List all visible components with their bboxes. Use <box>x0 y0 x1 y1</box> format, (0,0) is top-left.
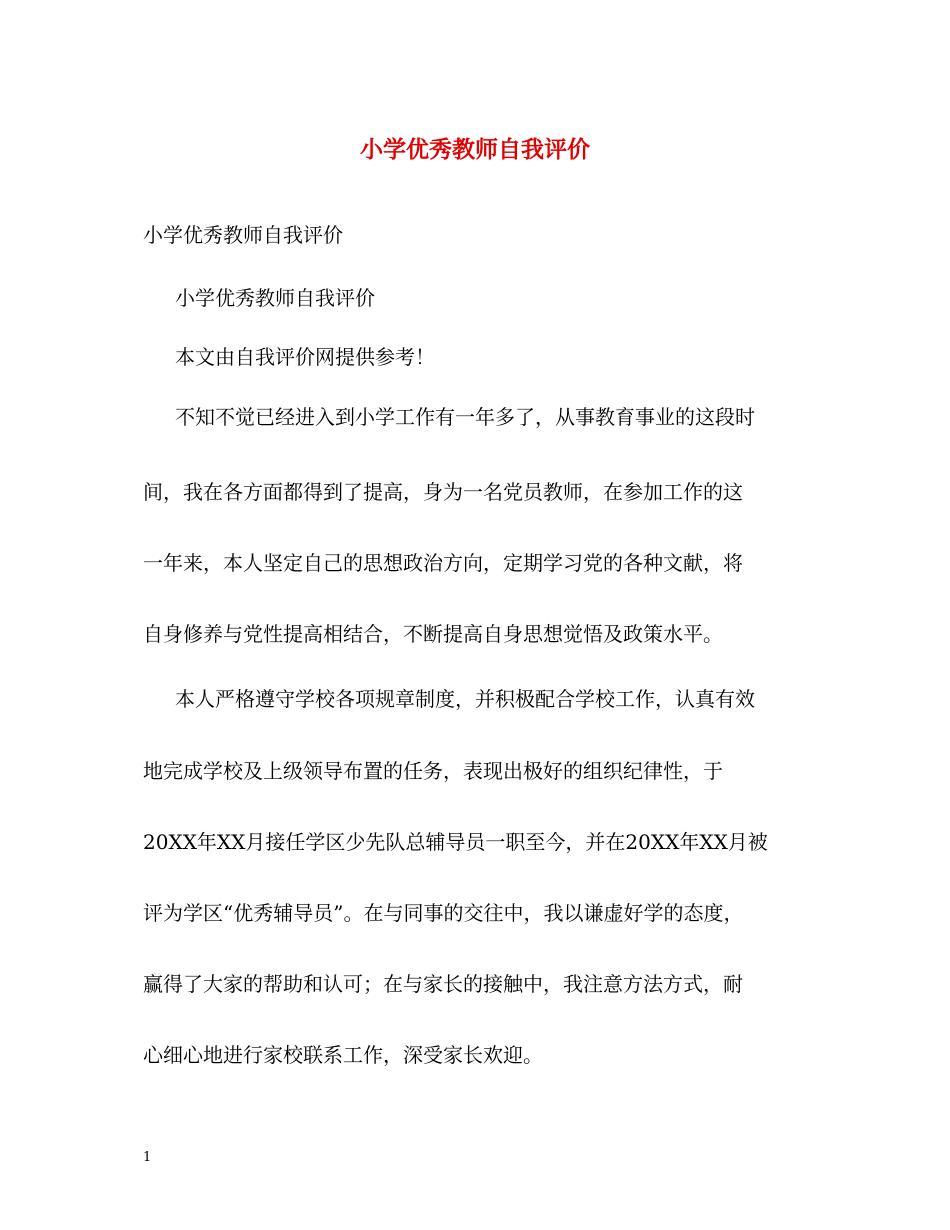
paragraph-1-line-4: 自身修养与党性提高相结合，不断提高自身思想觉悟及政策水平。 <box>143 622 723 646</box>
source-note-line: 本文由自我评价网提供参考！ <box>175 345 435 369</box>
page-number: 1 <box>143 1150 152 1165</box>
paragraph-2-line-3: 20XX年XX月接任学区少先队总辅导员一职至今，并在20XX年XX月被 <box>143 830 768 854</box>
subheading-line: 小学优秀教师自我评价 <box>175 286 375 310</box>
paragraph-1-line-1: 不知不觉已经进入到小学工作有一年多了，从事教育事业的这段时 <box>175 405 755 429</box>
paragraph-2-line-5: 赢得了大家的帮助和认可；在与家长的接触中，我注意方法方式，耐 <box>143 972 743 996</box>
paragraph-2-line-1: 本人严格遵守学校各项规章制度，并积极配合学校工作，认真有效 <box>175 687 755 711</box>
paragraph-2-line-6: 心细心地进行家校联系工作，深受家长欢迎。 <box>143 1043 543 1067</box>
document-title: 小学优秀教师自我评价 <box>360 136 590 163</box>
paragraph-2-line-4: 评为学区“优秀辅导员”。在与同事的交往中，我以谦虚好学的态度， <box>143 901 744 925</box>
paragraph-1-line-3: 一年来，本人坚定自己的思想政治方向，定期学习党的各种文献，将 <box>143 551 743 575</box>
heading-line: 小学优秀教师自我评价 <box>143 223 343 247</box>
paragraph-1-line-2: 间，我在各方面都得到了提高，身为一名党员教师，在参加工作的这 <box>143 480 743 504</box>
paragraph-2-line-2: 地完成学校及上级领导布置的任务，表现出极好的组织纪律性，于 <box>143 759 723 783</box>
